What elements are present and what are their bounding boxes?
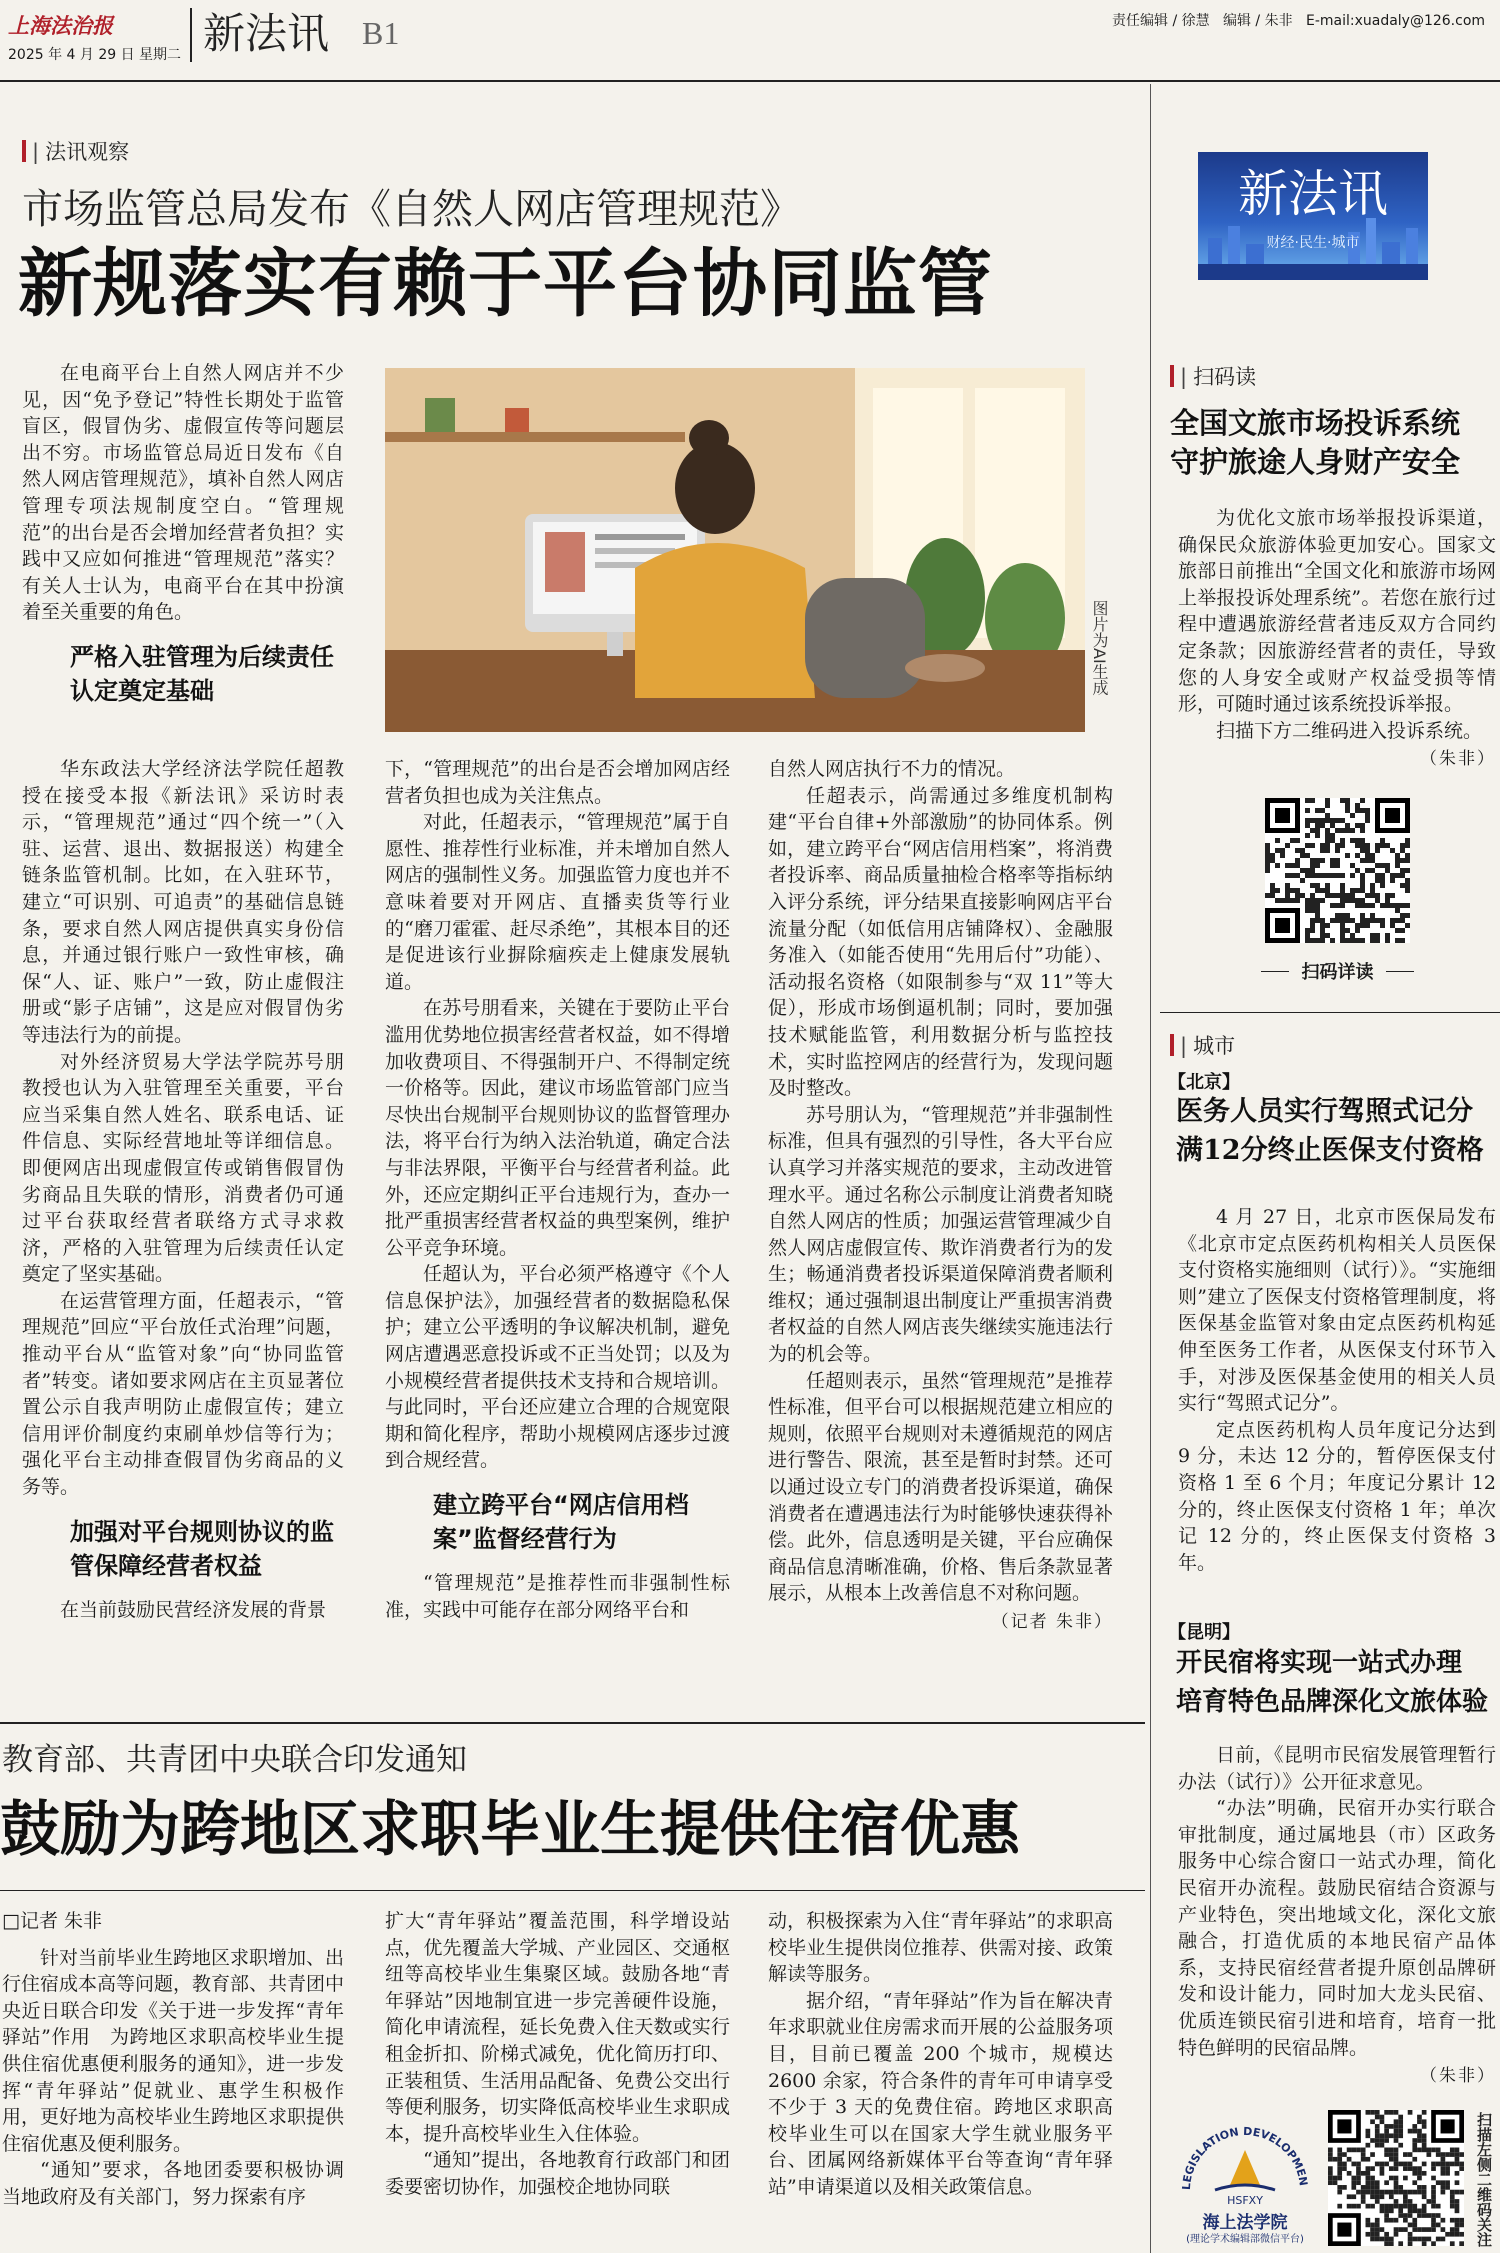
lead-photo xyxy=(385,368,1085,732)
emblem-ring-text: LEGISLATION DEVELOPMEN xyxy=(1179,2124,1310,2191)
lead-subhead-2: 加强对平台规则协议的监管保障经营者权益 xyxy=(70,1517,334,1580)
masthead-page: B1 xyxy=(362,15,400,51)
kunming-text-2: “办法”明确，民宿开办实行联合审批制度，通过属地县（市）区政务服务中心综合窗口一站式办理，简化民宿开办流程。鼓励民宿结合资源与产业特色，突出地域文化，深化文旅融合，打造优质的本地民宿产品体系，支持民宿经营者提升原创品牌研发和设计能力，同时加大龙头民宿、优质连锁民宿引进和培育，培育一批特色鲜明的民宿品牌。 xyxy=(1178,1797,1496,2059)
second-col1-para-1: 针对当前毕业生跨地区求职增加、出行住宿成本高等问题，教育部、共青团中央近日联合印发《关于进一步发挥“青年驿站”作用 为跨地区求职高校毕业生提供住宿优惠便利服务的通知》，进一步发挥“青年驿站”促就业、惠学生积极作用，更好地为高校毕业生跨地区求职提供住宿优惠及便利服务。 xyxy=(2,1946,344,2155)
beijing-tag: 【北京】 xyxy=(1168,1072,1240,1093)
scan-headline xyxy=(1170,404,1495,482)
scan-text-2: 扫描下方二维码进入投诉系统。 xyxy=(1216,719,1483,742)
lead-intro xyxy=(22,360,344,722)
lead-subhead-3: 建立跨平台“网店信用档案”监督经营行为 xyxy=(433,1491,689,1554)
sidebar-rule-1 xyxy=(1160,1012,1500,1013)
lead-col2-para-4: 任超认为，平台必须严格遵守《个人信息保护法》，加强经营者的数据隐私保护；建立公平透明的争议解决机制，避免网店遭遇恶意投诉或不正当处罚；以及为小规模经营者提供技术支持和合规培训。与此同时，平台还应建立合理的合规宽限期和简化程序，帮助小规模网店逐步过渡到合规经营。 xyxy=(385,1263,730,1472)
second-story-rule xyxy=(0,1722,1145,1724)
lead-col2-para-3: 在苏号朋看来，关键在于要防止平台滥用优势地位损害经营者权益，如不得增加收费项目、不得强制开户、不得制定统一价格等。因此，建议市场监管部门应当尽快出台规制平台规则协议的监督管理办法，将平台行为纳入法治轨道，确定合法与非法界限，平衡平台与经营者利益。此外，还应定期纠正平台违规行为，查办一批严重损害经营者权益的典型案例，维护公平竞争环境。 xyxy=(385,997,730,1259)
editor-2: 编辑 / 朱非 xyxy=(1222,13,1293,29)
second-col2-para-2: “通知”提出，各地教育行政部门和团委要密切协作，加强校企地协同联 xyxy=(385,2149,730,2198)
editor-1: 责任编辑 / 徐慧 xyxy=(1112,13,1210,29)
lead-col3-para-3: 苏号朋认为，“管理规范”并非强制性标准，但具有强烈的引导性，各大平台应认真学习并落实规范的要求，主动改进管理水平。通过名称公示制度让消费者知晓自然人网店的性质；加强运营管理减少自然人网店虚假宣传、欺诈消费者行为的发生；畅通消费者投诉渠道保障消费者顺利维权；通过强制退出制度让严重损害消费者权益的自然人网店丧失继续实施违法行为的机会等。 xyxy=(768,1103,1113,1366)
second-story-rule-2 xyxy=(0,1890,1145,1891)
lead-column-name: 法讯观察 xyxy=(45,140,130,164)
qr-code-icon xyxy=(1328,2110,1464,2246)
beijing-text-1: 4 月 27 日，北京市医保局发布《北京市定点医药机构相关人员医保支付资格实施细则（试行）》。“实施细则”建立了医保支付资格管理制度，将医保基金监管对象由定点医药机构延伸至医务工作者，从医保支付环节入手，对涉及医保基金使用的相关人员实行“驾照式记分”。 xyxy=(1178,1206,1496,1415)
lead-headline: 新规落实有赖于平台协同监管 xyxy=(18,241,993,327)
lead-column-tag: | 法讯观察 xyxy=(22,136,129,166)
scan-tag-label: 扫码读 xyxy=(1193,365,1257,389)
kunming-headline xyxy=(1176,1644,1500,1722)
scan-qr-label-text: 扫码详读 xyxy=(1301,962,1374,983)
city-tag: | 城市 xyxy=(1170,1030,1235,1060)
kunming-tag: 【昆明】 xyxy=(1168,1622,1240,1643)
scan-qr-label xyxy=(1240,958,1435,984)
scan-headline-line-2: 守护旅途人身财产安全 xyxy=(1170,445,1461,479)
law-school-qr-note: 扫描左侧二维码关注 xyxy=(1475,2112,1493,2247)
lead-byline: （记者 朱非） xyxy=(991,1612,1113,1632)
emblem-abbr: HSFXY xyxy=(1227,2194,1263,2207)
lead-col2-para-2: 对此，任超表示，“管理规范”属于自愿性、推荐性行业标准，并未增加自然人网店的强制性义务。加强监管力度也并不意味着要对开网店、直播卖货等行业的“磨刀霍霍、赶尽杀绝”，其根本目的还是促进该行业摒除痼疾走上健康发展轨道。 xyxy=(385,811,730,993)
beijing-headline xyxy=(1176,1092,1496,1170)
kunming-text-1: 日前，《昆明市民宿发展管理暂行办法（试行）》公开征求意见。 xyxy=(1178,1744,1496,1793)
kunming-headline-line-2: 培育特色品牌深化文旅体验 xyxy=(1176,1687,1489,1717)
sidebar-brand-banner xyxy=(1198,152,1428,280)
qr-code-icon xyxy=(1265,798,1410,943)
beijing-headline-line-1: 医务人员实行驾照式记分 xyxy=(1176,1096,1473,1127)
second-col3-para-1: 动，积极探索为入住“青年驿站”的求职高校毕业生提供岗位推荐、供需对接、政策解读等服务。 xyxy=(768,1910,1113,1986)
lead-col1-para-1: 华东政法大学经济法学院任超教授在接受本报《新法讯》采访时表示，“管理规范”通过“四个统一”（入驻、运营、退出、数据报送）构建全链条监管机制。比如，在入驻环节，建立“可识别、可追责”的基础信息链条，要求自然人网店提供真实身份信息，并通过银行账户一致性审核，确保“人、证、账户”一致，防止虚假注册或“影子店铺”，这是应对假冒伪劣等违法行为的前提。 xyxy=(22,758,344,1046)
second-column-1 xyxy=(2,1908,344,2248)
beijing-text-2: 定点医药机构人员年度记分达到 9 分，未达 12 分的，暂停医保支付资格 1 至 6 个月；年度记分累计 12 分的，终止医保支付资格 1 年；单次记 12 分的，终止医保支付资格 3 年。 xyxy=(1178,1418,1496,1574)
masthead-logo: 上海法治报 xyxy=(8,13,113,38)
lead-column-3 xyxy=(768,756,1113,1686)
second-column-2 xyxy=(385,1908,730,2248)
second-author: □记者 朱非 xyxy=(2,1910,102,1932)
scan-byline: （朱非） xyxy=(1420,749,1496,770)
scan-text-1: 为优化文旅市场举报投诉渠道，确保民众旅游体验更加安心。国家文旅部日前推出“全国文化和旅游市场网上举报投诉处理系统”。若您在旅行过程中遭遇旅游经营者违反双方合同约定条款；因旅游经营者的责任，导致您的人身安全或财产权益受损等情形，可随时通过该系统投诉举报。 xyxy=(1178,507,1496,716)
lead-kicker: 市场监管总局发布《自然人网店管理规范》 xyxy=(22,185,801,233)
lead-col3-para-2: 任超表示，尚需通过多维度机制构建“平台自律+外部激励”的协同体系。例如，建立跨平台“网店信用档案”，将消费者投诉率、商品质量抽检合格率等指标纳入评分系统，评分结果直接影响网店平台流量分配（如低信用店铺降权）、金融服务准入（如能否使用“先用后付”功能）、活动报名资格（如限制参与“双 11”等大促），形成市场倒逼机制；同时，要加强技术赋能监管，利用数据分析与监控技术，实时监控网店的经营行为，发现问题及时整改。 xyxy=(768,784,1113,1100)
lead-column-2 xyxy=(385,756,730,1686)
scan-tag: | 扫码读 xyxy=(1170,361,1256,391)
emblem-sub: (理论学术编辑部微信平台) xyxy=(1186,2234,1304,2245)
emblem-name: 海上法学院 xyxy=(1202,2213,1288,2233)
masthead-rule xyxy=(0,80,1500,82)
kunming-headline-line-1: 开民宿将实现一站式办理 xyxy=(1176,1648,1463,1678)
lead-col3-para-4: 任超则表示，虽然“管理规范”是推荐性标准，但平台可以根据规范建立相应的规则，依照平台规则对未遵循规范的网店进行警告、限流，甚至是暂时封禁。还可以通过设立专门的消费者投诉渠道，确保消费者在遭遇违法行为时能够快速获得补偿。此外，信息透明是关键，平台应确保商品信息清晰准确，价格、售后条款显著展示，从根本上改善信息不对称问题。 xyxy=(768,1369,1113,1605)
sidebar-divider xyxy=(1150,84,1151,2253)
lead-col3-para-1: 自然人网店执行不力的情况。 xyxy=(768,758,1016,780)
masthead xyxy=(0,0,1500,78)
second-col1-para-2: “通知”要求，各地团委要积极协调当地政府及有关部门，努力探索有序 xyxy=(2,2159,344,2208)
second-col2-para-1: 扩大“青年驿站”覆盖范围，科学增设站点，优先覆盖大学城、产业园区、交通枢纽等高校毕业生集聚区域。鼓励各地“青年驿站”因地制宜进一步完善硬件设施，简化申请流程，延长免费入住天数或实行租金折扣、阶梯式减免，优化简历打印、正装租赁、生活用品配备、免费公交出行等便利服务，切实降低高校毕业生求职成本，提升高校毕业生入住体验。 xyxy=(385,1910,730,2145)
lead-column-1 xyxy=(22,756,344,1686)
law-school-logo xyxy=(1170,2110,1320,2250)
lead-col2-tail: “管理规范”是推荐性而非强制性标准，实践中可能存在部分网络平台和 xyxy=(385,1572,730,1621)
sidebar-brand-title: 新法讯 xyxy=(1238,165,1388,223)
lead-subhead-1: 严格入驻管理为后续责任认定奠定基础 xyxy=(70,642,334,705)
sidebar-brand-sub: 财经·民生·城市 xyxy=(1266,235,1360,251)
second-column-3 xyxy=(768,1908,1113,2248)
kunming-body xyxy=(1178,1742,1496,2086)
masthead-divider xyxy=(190,8,192,62)
beijing-headline-line-2: 满12分终止医保支付资格 xyxy=(1176,1135,1484,1166)
law-school-qr-code[interactable] xyxy=(1328,2110,1464,2246)
second-headline: 鼓励为跨地区求职毕业生提供住宿优惠 xyxy=(0,1795,1020,1865)
masthead-email: E-mail:xuadaly@126.com xyxy=(1305,13,1486,29)
second-kicker: 教育部、共青团中央联合印发通知 xyxy=(2,1742,467,1778)
lead-col2-para-1: 下，“管理规范”的出台是否会增加网店经营者负担也成为关注焦点。 xyxy=(385,758,730,807)
scan-headline-line-1: 全国文旅市场投诉系统 xyxy=(1170,406,1461,440)
photo-illustration xyxy=(385,368,1085,732)
kunming-byline: （朱非） xyxy=(1420,2066,1496,2087)
lead-col1-tail: 在当前鼓励民营经济发展的背景 xyxy=(60,1598,327,1621)
beijing-body xyxy=(1178,1204,1496,1576)
city-tag-label: 城市 xyxy=(1193,1034,1236,1058)
scan-qr-code[interactable] xyxy=(1265,798,1410,943)
masthead-editors xyxy=(1112,10,1485,30)
lead-intro-text: 在电商平台上自然人网店并不少见，因“免予登记”特性长期处于监管盲区，假冒伪劣、虚假宣传等问题层出不穷。市场监管总局近日发布《自然人网店管理规范》，填补自然人网店管理专项法规制度空白。“管理规范”的出台是否会增加经营者负担？实践中又应如何推进“管理规范”落实？有关人士认为，电商平台在其中扮演着至关重要的角色。 xyxy=(22,362,344,624)
scan-body xyxy=(1178,505,1496,769)
photo-caption: 图片为AI生成 xyxy=(1090,600,1109,696)
masthead-section: 新法讯 xyxy=(203,9,330,58)
lead-col1-para-2: 对外经济贸易大学法学院苏号朋教授也认为入驻管理至关重要，平台应当采集自然人姓名、联系电话、证件信息、实际经营地址等详细信息。即便网店出现虚假宣传或销售假冒伪劣商品且失联的情形，消费者仍可通过平台获取经营者联络方式寻求救济，严格的入驻管理为后续责任认定奠定了坚实基础。 xyxy=(22,1050,344,1286)
masthead-date: 2025 年 4 月 29 日 星期二 xyxy=(8,47,182,63)
second-col3-para-2: 据介绍，“青年驿站”作为旨在解决青年求职就业住房需求而开展的公益服务项目，目前已覆盖 200 个城市，规模达 2600 余家，符合条件的青年可申请享受不少于 3 天的免费住宿。跨地区求职高校毕业生可以在国家大学生就业服务平台、团属网络新媒体平台等查询“青年驿站”申请渠道以及相关政策信息。 xyxy=(768,1989,1113,2198)
lead-col1-para-3: 在运营管理方面，任超表示，“管理规范”回应“平台放任式治理”问题，推动平台从“监管对象”向“协同监管者”转变。诸如要求网店在主页显著位置公示自我声明防止虚假宣传；建立信用评价制度约束刷单炒信等行为；强化平台主动排查假冒伪劣商品的义务等。 xyxy=(22,1289,344,1499)
